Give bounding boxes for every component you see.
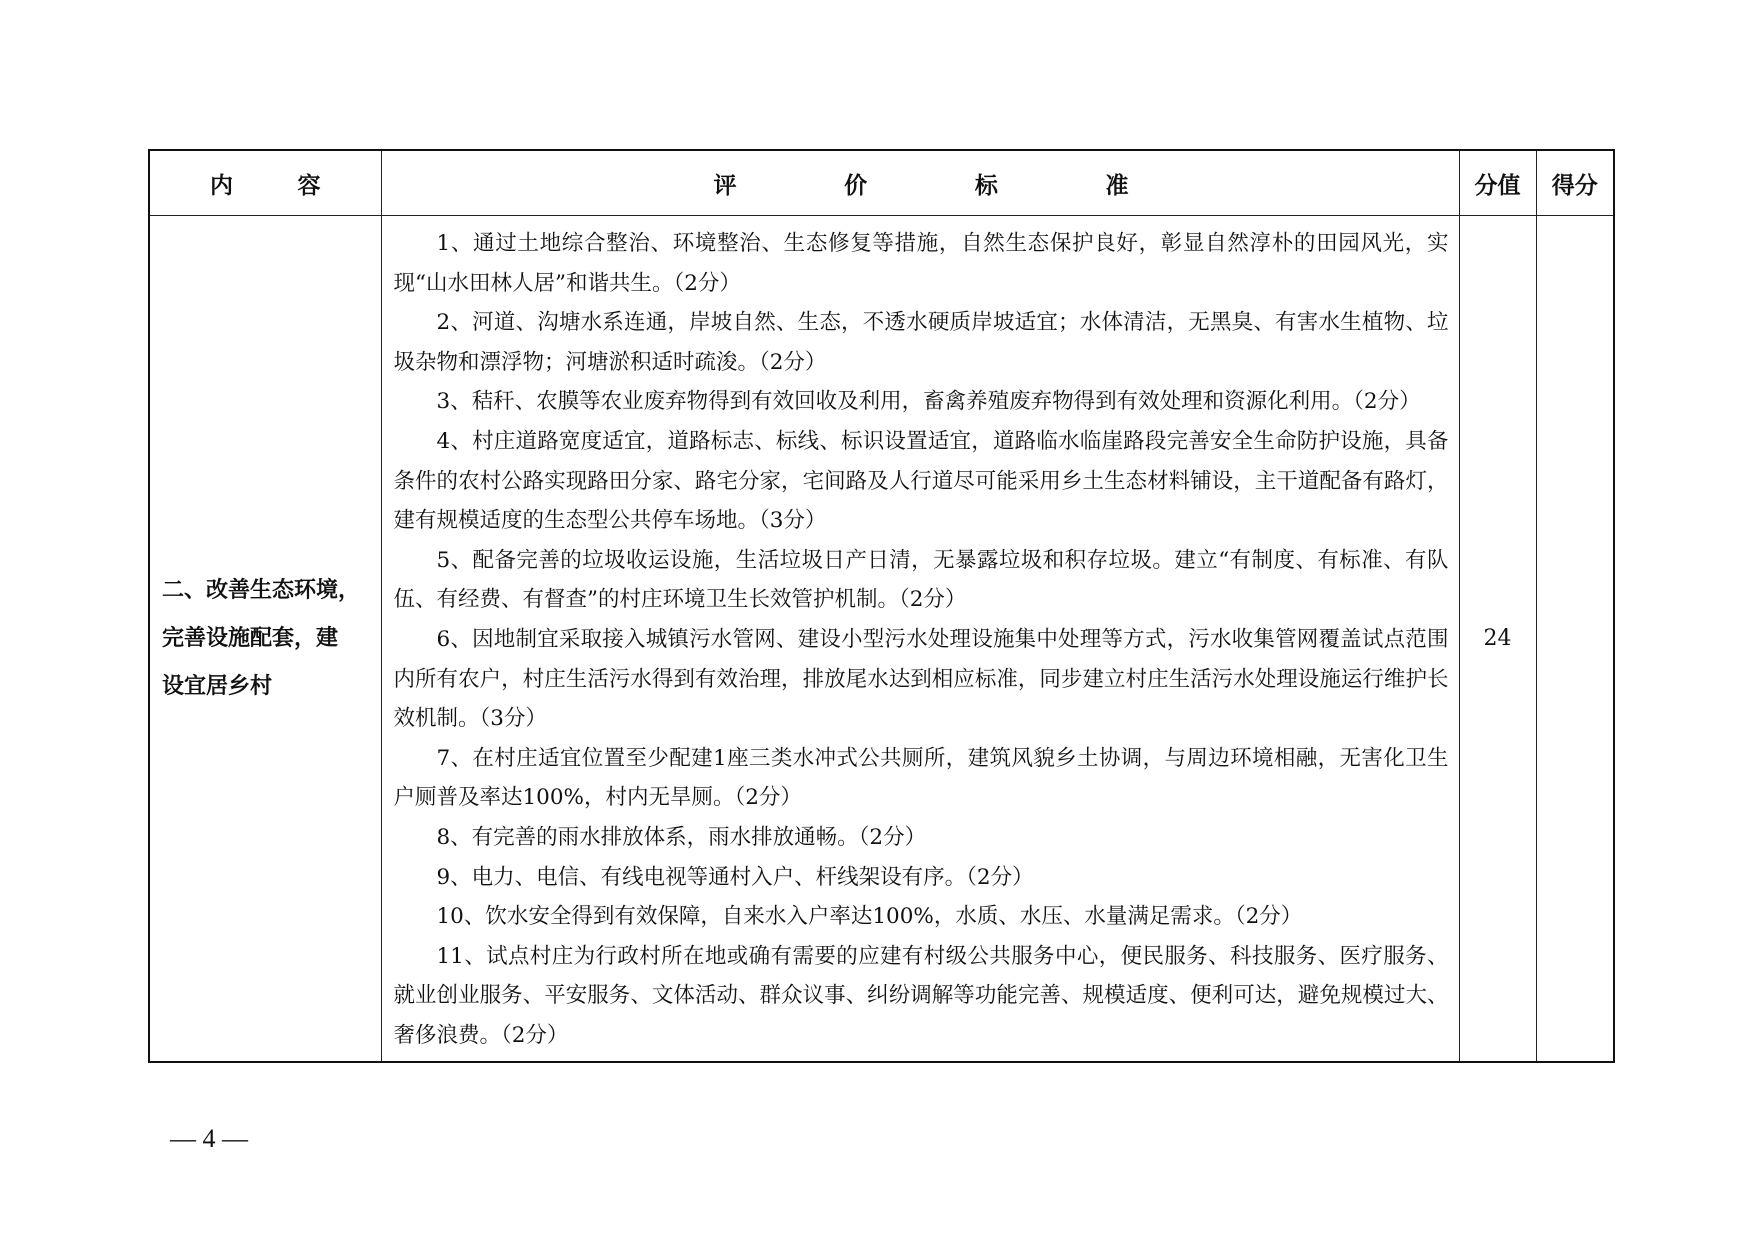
criteria-item: 11、试点村庄为行政村所在地或确有需要的应建有村级公共服务中心，便民服务、科技服务、医疗服务、就业创业服务、平安服务、文体活动、群众议事、纠纷调解等功能完善、规模适度、便利可达，避免规模过大、奢侈浪费。（2分）	[393, 943, 1449, 1048]
obtained-value	[1536, 216, 1614, 1063]
header-content-char: 容	[297, 172, 321, 199]
section-title-line: 设宜居乡村	[162, 673, 273, 699]
criteria-item: 2、河道、沟塘水系连通，岸坡自然、生态，不透水硬质岸坡适宜；水体清洁，无黑臭、有害水生植物、垃圾杂物和漂浮物；河塘淤积适时疏浚。（2分）	[393, 310, 1449, 375]
criteria-item: 9、电力、电信、有线电视等通村入户、杆线架设有序。（2分）	[436, 864, 1034, 890]
header-criteria	[381, 150, 1459, 216]
header-obtained: 得分	[1536, 150, 1614, 216]
header-criteria-char: 评	[713, 172, 737, 199]
section-title-line: 二、改善生态环境，	[162, 577, 361, 603]
section-title-line: 完善设施配套，建	[162, 625, 339, 651]
criteria-item: 5、配备完善的垃圾收运设施，生活垃圾日产日清，无暴露垃圾和积存垃圾。建立“有制度、有标准、有队伍、有经费、有督查”的村庄环境卫生长效管护机制。（2分）	[393, 547, 1449, 613]
header-content	[149, 150, 381, 216]
header-score: 分值	[1459, 150, 1536, 216]
header-criteria-char: 准	[1105, 172, 1129, 199]
evaluation-table	[148, 149, 1615, 1063]
criteria-item: 3、秸秆、农膜等农业废弃物得到有效回收及利用，畜禽养殖废弃物得到有效处理和资源化利用。（2分）	[436, 389, 1421, 415]
criteria-item: 4、村庄道路宽度适宜，道路标志、标线、标识设置适宜，道路临水临崖路段完善安全生命防护设施，具备条件的农村公路实现路田分家、路宅分家，宅间路及人行道尽可能采用乡土生态材料铺设，主干道配备有路灯，建有规模适度的生态型公共停车场地。（3分）	[393, 428, 1449, 534]
criteria-item: 6、因地制宜采取接入城镇污水管网、建设小型污水处理设施集中处理等方式，污水收集管网覆盖试点范围内所有农户，村庄生活污水得到有效治理，排放尾水达到相应标准，同步建立村庄生活污水处理设施运行维护长效机制。（3分）	[393, 626, 1449, 732]
criteria-item: 8、有完善的雨水排放体系，雨水排放通畅。（2分）	[436, 824, 927, 850]
criteria-list	[381, 216, 1459, 1063]
page-number: — 4 —	[170, 1124, 248, 1153]
table-header-row	[149, 150, 1614, 216]
criteria-item: 1、通过土地综合整治、环境整治、生态修复等措施，自然生态保护良好，彰显自然淳朴的田园风光，实现“山水田林人居”和谐共生。（2分）	[393, 231, 1449, 296]
score-value: 24	[1459, 216, 1536, 1063]
section-title	[149, 216, 381, 1063]
header-criteria-char: 价	[844, 172, 868, 199]
header-content-char: 内	[210, 172, 233, 199]
table-row	[149, 216, 1614, 1063]
criteria-item: 7、在村庄适宜位置至少配建1座三类水冲式公共厕所，建筑风貌乡土协调，与周边环境相融，无害化卫生户厕普及率达100%，村内无旱厕。（2分）	[393, 745, 1449, 811]
header-criteria-char: 标	[974, 172, 998, 199]
criteria-item: 10、饮水安全得到有效保障，自来水入户率达100%，水质、水压、水量满足需求。（2分）	[436, 904, 1303, 930]
